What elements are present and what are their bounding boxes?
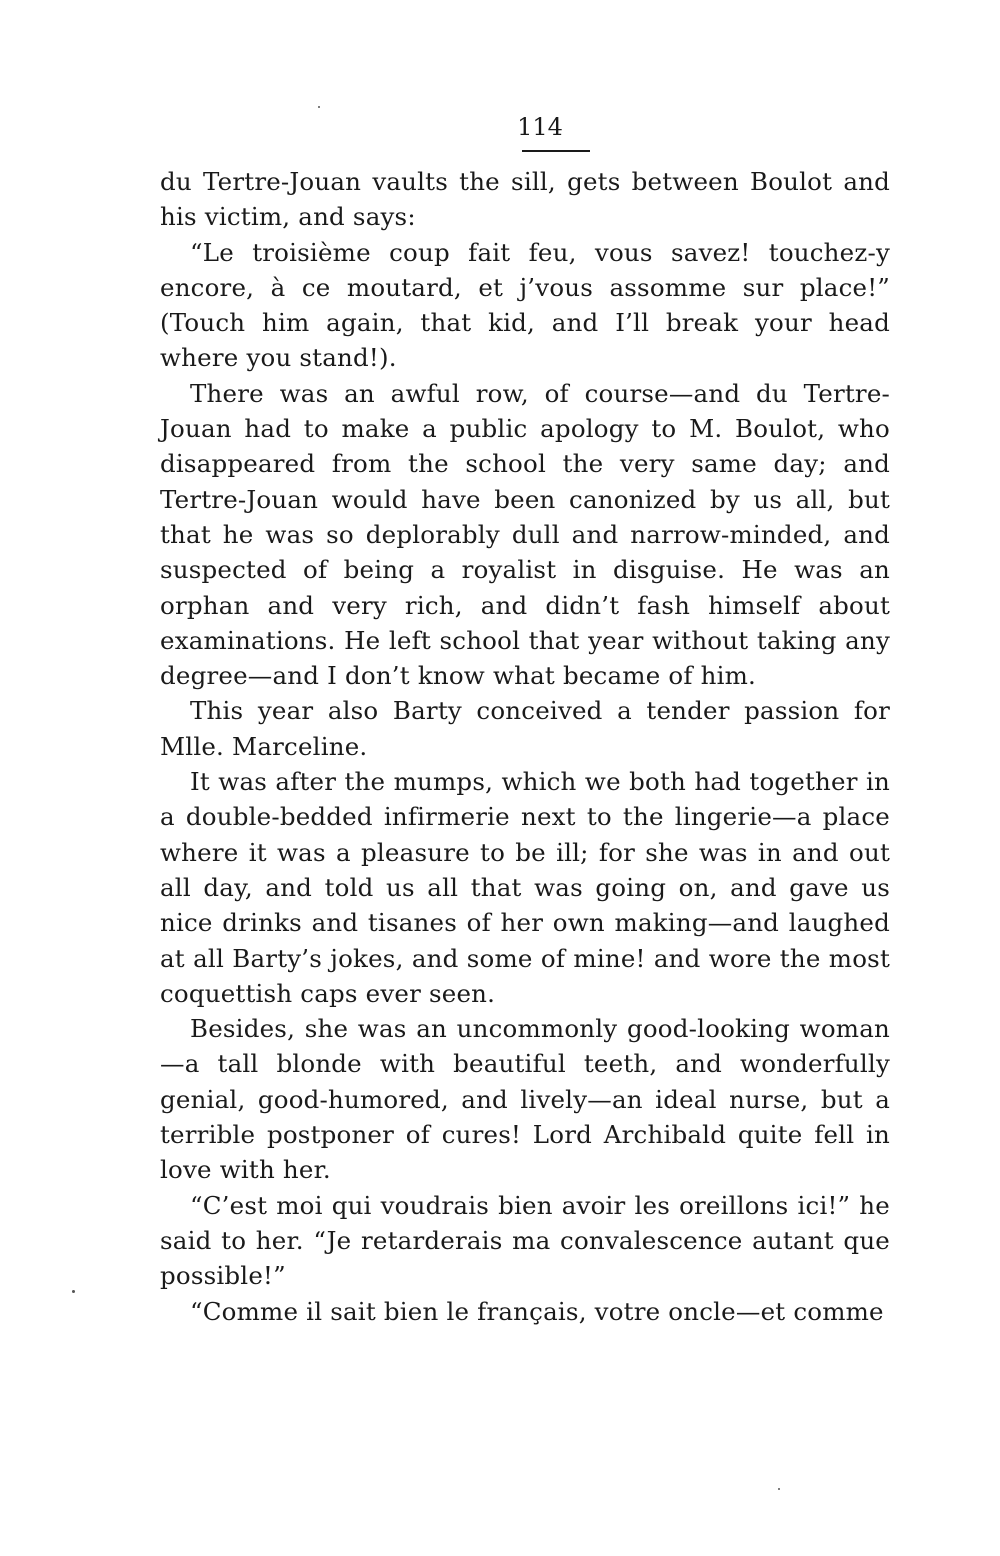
- paragraph-besides: Besides, she was an uncommonly good-looking woman—a tall blonde with beautiful teeth, and wonderfully genial, good-humored, and lively—an ideal nurse, but a terrible postponer of cures! Lord Archibald quite fell in love with her.: [160, 1014, 890, 1185]
- print-speck: [72, 1290, 75, 1293]
- paragraph-awful-row: There was an awful row, of course—and du Tertre-Jouan had to make a public apology to M. Boulot, who disappeared from the school the very same day; and Tertre-Jouan would have been canonized by us all, but that he was so deplorably dull and narrow-minded, and suspected of being a royalist in disguise. He was an orphan and very rich, and didn’t fash himself about examinations. He left school that year without taking any degree—and I don’t know what became of him.: [160, 378, 890, 691]
- book-page: [160, 112, 890, 1329]
- page-number: 114: [517, 113, 563, 141]
- paragraph-tender-passion: This year also Barty conceived a tender passion for Mlle. Marceline.: [160, 696, 890, 761]
- paragraph-comme: “Comme il sait bien le français, votre oncle—et comme: [190, 1296, 884, 1326]
- paragraph-french-quote: “Le troisième coup fait feu, vous savez! touchez-y encore, à ce moutard, et j’vous assomme sur place!” (Touch him again, that kid, and I’ll break your head where you stand!).: [160, 237, 890, 373]
- paragraph-continuation: du Tertre-Jouan vaults the sill, gets between Boulot and his victim, and says:: [160, 167, 890, 232]
- paragraph-oreillons: “C’est moi qui voudrais bien avoir les oreillons ici!” he said to her. “Je retarderais ma convalescence autant que possible!”: [160, 1190, 890, 1291]
- paragraph-mumps: It was after the mumps, which we both had together in a double-bedded infirmerie next to the lingerie—a place where it was a pleasure to be ill; for she was in and out all day, and told us all that was going on, and gave us nice drinks and tisanes of her own making—and laughed at all Barty’s jokes, and some of mine! and wore the most coquettish caps ever seen.: [160, 767, 890, 1008]
- page-number-rule: [522, 150, 590, 152]
- print-speck: [778, 1488, 780, 1490]
- print-speck: [318, 106, 320, 108]
